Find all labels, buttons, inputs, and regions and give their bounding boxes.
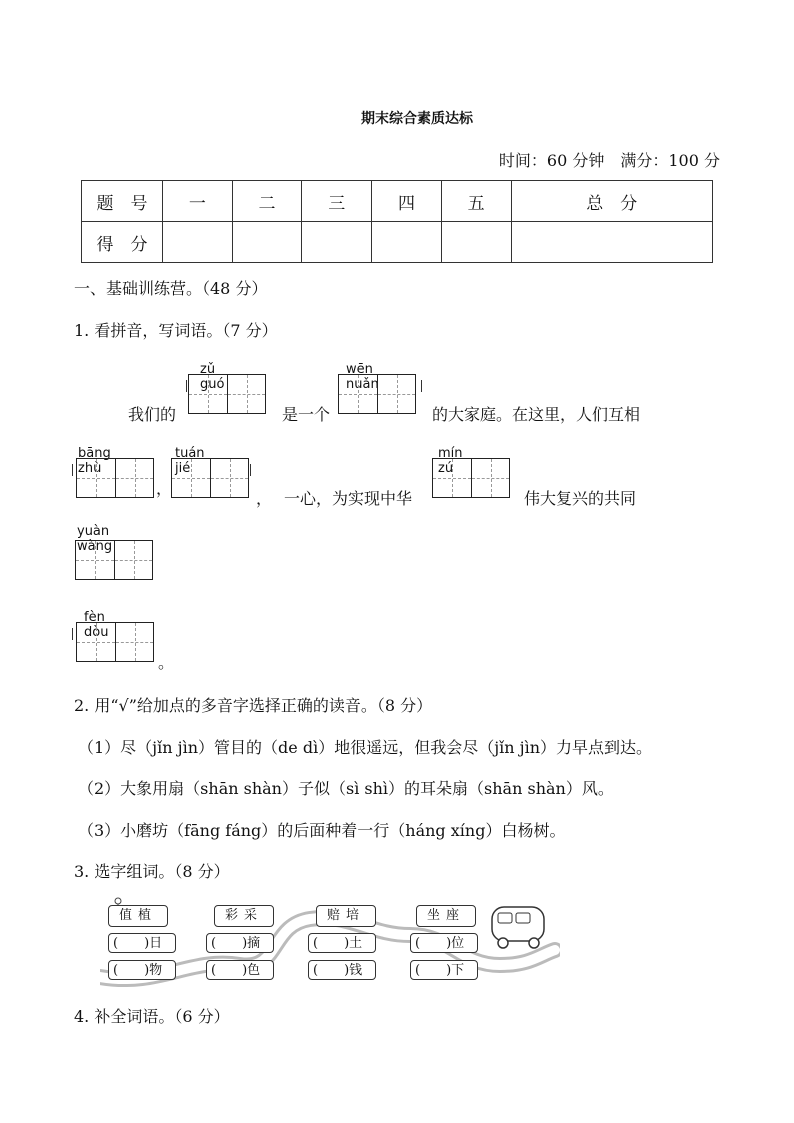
- question-4-heading: 4. 补全词语。（6 分）: [74, 1007, 230, 1026]
- char-pair-zhi: 值植: [108, 905, 168, 927]
- q1-text: 是一个: [282, 405, 331, 424]
- score-cell[interactable]: [232, 222, 302, 263]
- char-pair-cai: 彩采: [214, 905, 274, 927]
- pinyin-label: yuàn wàng: [77, 524, 113, 554]
- bus-icon: [492, 907, 544, 948]
- score-table-header-row: [82, 181, 713, 222]
- q1-comma: ，: [156, 479, 173, 498]
- pinyin-label: bāng zhù: [78, 446, 124, 476]
- tianzige-grid[interactable]: [76, 622, 154, 662]
- pinyin-label: mín zú: [438, 446, 489, 476]
- score-table-score-row: [82, 222, 713, 263]
- tianzige-grid[interactable]: [338, 374, 416, 414]
- question-2-heading: 2. 用“√”给加点的多音字选择正确的读音。（8 分）: [74, 696, 433, 715]
- section-heading: 一、基础训练营。（48 分）: [74, 279, 268, 298]
- exam-meta: 时间：60 分钟 满分：100 分: [498, 151, 720, 170]
- q2-line-3: （3）小磨坊（fāng fáng）的后面种着一行（háng xíng）白杨树。: [78, 821, 566, 840]
- fill-slot[interactable]: ( )物: [108, 960, 176, 980]
- tianzige-grid[interactable]: [188, 374, 266, 414]
- fill-slot[interactable]: ( )色: [206, 960, 274, 980]
- q2-line-1: （1）尽（jǐn jìn）管目的（de dì）地很遥远，但我会尽（jǐn jìn）力早点到达。: [78, 738, 653, 757]
- score-cell[interactable]: [441, 222, 511, 263]
- q1-text: 伟大复兴的共同: [524, 489, 637, 508]
- tianzige-grid[interactable]: [171, 458, 249, 498]
- q1-end-mark: 。: [158, 653, 175, 672]
- tianzige-grid[interactable]: [76, 458, 154, 498]
- score-header-2: 二: [232, 181, 302, 222]
- pinyin-label: tuán jié: [175, 446, 218, 476]
- q1-text: 一心，为实现中华: [284, 489, 413, 508]
- tianzige-grid[interactable]: [432, 458, 510, 498]
- q1-comma: ，: [256, 489, 273, 508]
- score-row-label: 得 分: [82, 222, 163, 263]
- score-header-1: 一: [163, 181, 233, 222]
- fill-slot[interactable]: ( )日: [108, 933, 176, 953]
- tianzige-grid[interactable]: [75, 540, 153, 580]
- score-header-5: 五: [441, 181, 511, 222]
- score-cell[interactable]: [163, 222, 233, 263]
- q1-text: 我们的: [128, 405, 177, 424]
- char-pair-pei: 赔培: [316, 905, 376, 927]
- fill-slot[interactable]: ( )摘: [206, 933, 274, 953]
- score-cell[interactable]: [511, 222, 712, 263]
- pinyin-label: zǔ guó: [200, 362, 229, 392]
- fill-slot[interactable]: ( )土: [308, 933, 376, 953]
- pinyin-label: fèn dòu: [84, 610, 118, 640]
- score-cell[interactable]: [372, 222, 442, 263]
- question-1-heading: 1. 看拼音，写词语。（7 分）: [74, 321, 278, 340]
- fill-slot[interactable]: ( )下: [410, 960, 478, 980]
- q1-text: 的大家庭。在这里，人们互相: [432, 405, 641, 424]
- score-header-3: 三: [302, 181, 372, 222]
- score-header-total: 总 分: [511, 181, 712, 222]
- score-cell[interactable]: [302, 222, 372, 263]
- score-table: [81, 180, 713, 263]
- q2-line-2: （2）大象用扇（shān shàn）子似（sì shì）的耳朵扇（shān shàn）风。: [78, 779, 614, 798]
- page-title: 期末综合素质达标: [361, 111, 473, 127]
- fill-slot[interactable]: ( )钱: [308, 960, 376, 980]
- score-header-label: 题 号: [82, 181, 163, 222]
- char-pair-zuo: 坐座: [416, 905, 476, 927]
- score-header-4: 四: [372, 181, 442, 222]
- word-choice-illustration: [100, 895, 560, 990]
- fill-slot[interactable]: ( )位: [410, 933, 478, 953]
- question-3-heading: 3. 选字组词。（8 分）: [74, 862, 230, 881]
- pinyin-label: wēn nuǎn: [346, 362, 386, 392]
